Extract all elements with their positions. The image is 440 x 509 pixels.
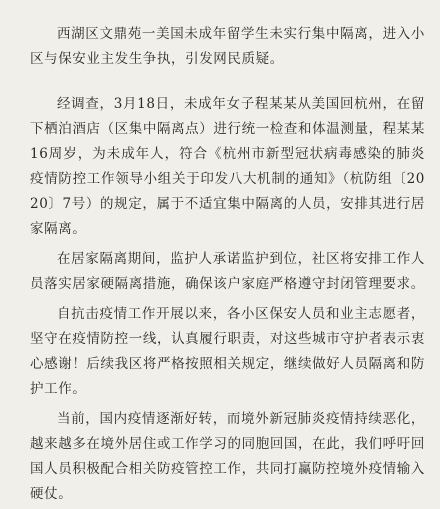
paragraph-investigation: 经调查，3月18日，未成年女子程某某从美国回杭州，在留下栖泊酒店（区集中隔离点）进行统一检查和体温测量，程某某16周岁，为未成年人，符合《杭州市新型冠状病毒感染的肺炎疫情防控工作领导小组关于印发八大机制的通知》（杭防组〔2020〕7号）的规定，属于不适宜集中隔离的人员，安排其进行居家隔离。 — [30, 96, 425, 237]
paragraph-appeal: 当前，国内疫情逐渐好转，而境外新冠肺炎疫情持续恶化，越来越多在境外居住或工作学习的同胞回国，在此，我们呼吁回国人员积极配合相关防疫管控工作，共同打赢防控境外疫情输入硬仗。 — [30, 411, 425, 502]
document-body — [30, 22, 425, 507]
lead-paragraph: 西湖区文鼎苑一美国未成年留学生未实行集中隔离，进入小区与保安业主发生争执，引发网民质疑。 — [30, 26, 425, 67]
paragraph-home-isolation: 在居家隔离期间，监护人承诺监护到位，社区将安排工作人员落实居家硬隔离措施，确保该户家庭严格遵守封闭管理要求。 — [30, 251, 425, 292]
paragraph-thanks: 自抗击疫情工作开展以来，各小区保安人员和业主志愿者，坚守在疫情防控一线，认真履行职责，对这些城市守护者表示衷心感谢！后续我区将严格按照相关规定，继续做好人员隔离和防护工作。 — [30, 306, 425, 397]
